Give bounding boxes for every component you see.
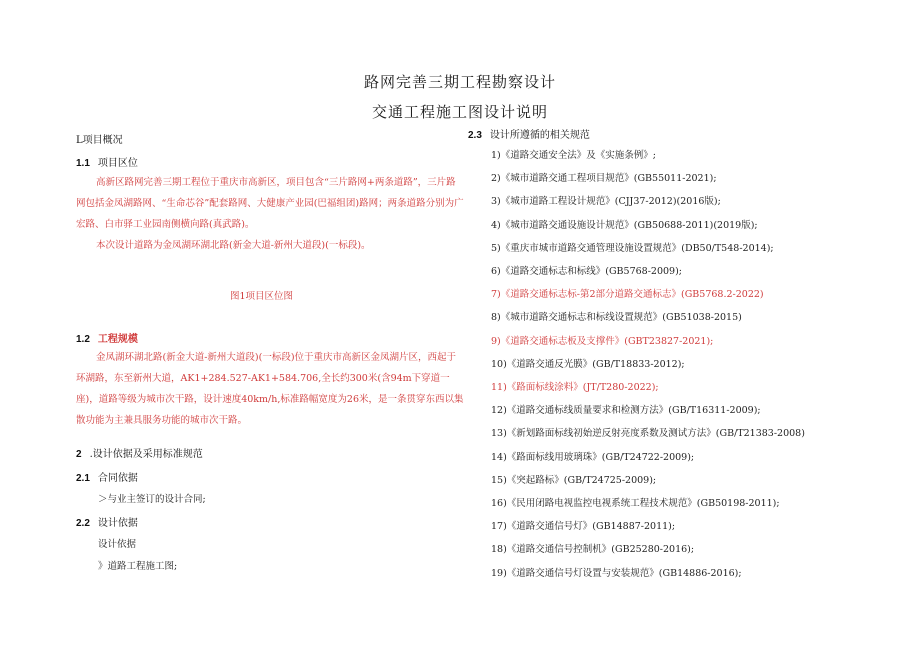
paragraph: 高新区路网完善三期工程位于重庆市高新区，项目包含“三片路网+两条道路”，三片路网包括金凤湖路网、“生命芯谷”配套路网、大健康产业园(巴福组团)路网；两条道路分别为广宏路、白市驿工业园南侧横向路(真武路)。 [76,177,464,230]
standard-item: 13)《新划路面标线初始逆反射亮度系数及测试方法》(GB/T21383-2008) [491,428,805,440]
section-number: 2.3 [468,130,482,141]
section-title: 设计所遵循的相关规范 [489,130,590,141]
standard-item: 9)《道路交通标志板及支撑件》(GBT23827-2021); [491,335,714,347]
standard-item: 16)《民用闭路电视监控电视系统工程技术规范》(GB50198-2011); [491,498,780,509]
standard-item: 18)《道路交通信号控制机》(GB25280-2016); [491,544,695,556]
section-title: 项目区位 [97,158,138,169]
section-title: 合同依据 [97,473,138,484]
standard-item: 2)《城市道路交通工程项目规范》(GB55011-2021); [491,173,717,185]
section-1-heading: L项目概况 [76,135,123,146]
section-title: 工程规模 [97,334,138,345]
paragraph: 金凤湖环湖北路(新金大道-新州大道段)(一标段)位于重庆市高新区金凤湖片区，西起于环湖路，东至新州大道，AK1+284.527-AK1+584.706,全长约300米(含94m下穿道一座)，道路等级为城市次干路，设计速度40km/h,标准路幅宽度为26米，是一条贯穿东西以集散功能为主兼具服务功能的城市次干路。 [76,352,464,426]
document-title: 路网完善三期工程勘察设计 [363,73,556,91]
standard-item: 19)《道路交通信号灯设置与安装规范》(GB14886-2016); [491,567,742,579]
figure-caption: 图1项目区位图 [230,291,294,302]
paragraph: 本次设计道路为金凤湖环湖北路(新金大道-新州大道段)(一标段)。 [96,240,371,251]
section-number: 1.2 [76,334,90,345]
standard-item: 12)《道路交通标线质量要求和检测方法》(GB/T16311-2009); [491,405,761,417]
section-2-heading [76,445,203,460]
standard-item: 4)《城市道路交通设施设计规范》(GB50688-2011)(2019版); [491,219,758,231]
section-number: 2.1 [76,473,90,484]
section-number: 1.1 [76,158,90,169]
section-2-3-heading [468,126,590,141]
section-1-2-heading [76,330,138,345]
standard-item: 1)《道路交通安全法》及《实施条例》; [491,150,656,161]
design-basis-item: 》道路工程施工图; [98,561,178,572]
standard-item: 14)《路面标线用玻璃珠》(GB/T24722-2009); [491,451,695,463]
standard-item: 15)《突起路标》(GB/T24725-2009); [491,474,657,486]
standard-item: 6)《道路交通标志和标线》(GB5768-2009); [491,266,682,277]
standard-item: 10)《道路交通反光膜》(GB/T18833-2012); [491,358,685,370]
section-2-2-heading [76,514,138,529]
design-basis-item: 设计依据 [98,539,137,550]
section-1-1-body [76,172,464,256]
standard-item: 7)《道路交通标志标-第2部分道路交通标志》(GB5768.2-2022) [491,289,764,301]
section-title: 设计依据 [97,518,138,529]
standard-item: 8)《城市道路交通标志和标线设置规范》(GB51038-2015) [491,312,742,324]
section-number: 2.2 [76,518,90,529]
section-1-1-heading [76,154,138,169]
standard-item: 17)《道路交通信号灯》(GB14887-2011); [491,521,676,533]
standard-item: 11)《路面标线涂料》(JT/T280-2022); [491,382,659,393]
standard-item: 3)《城市道路工程设计规范》(CJJ37-2012)(2016版); [491,196,721,208]
standard-item: 5)《重庆市城市道路交通管理设施设置规范》(DB50/T548-2014); [491,242,774,254]
section-number: 2 [76,449,82,460]
document-subtitle: 交通工程施工图设计说明 [371,103,548,121]
section-title: .设计依据及采用标准规范 [89,449,203,460]
contract-basis-item: ＞与业主签订的设计合同; [98,494,206,505]
section-2-1-heading [76,469,138,484]
section-1-2-body [76,347,464,431]
